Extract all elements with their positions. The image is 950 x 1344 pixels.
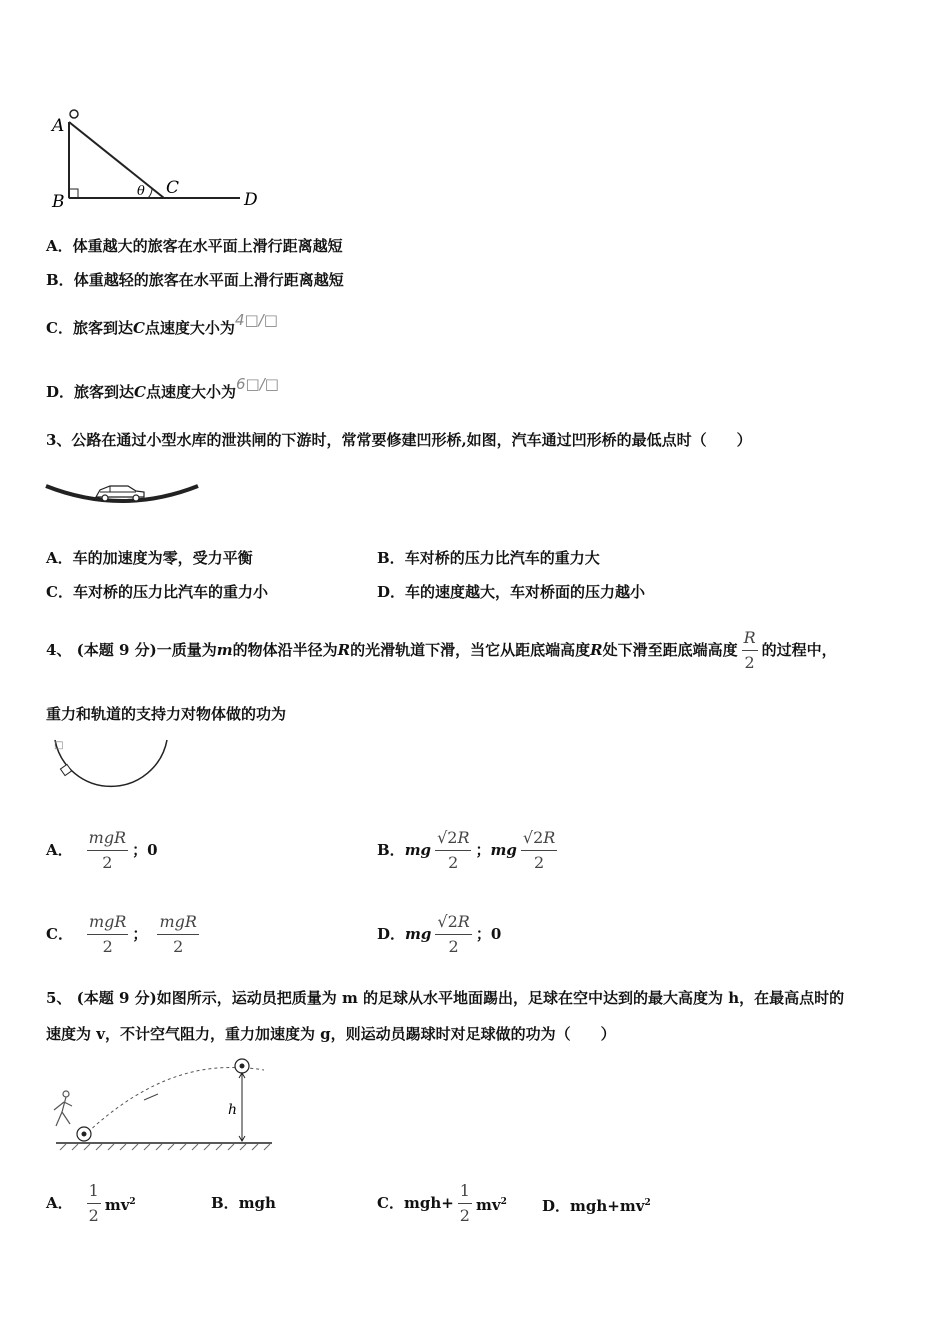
option-text: 车的加速度为零，受力平衡: [72, 549, 253, 567]
fraction-sqrt2R-over-2: [435, 828, 471, 873]
option-letter: D．: [377, 925, 406, 943]
missing-formula: 6□/□: [236, 375, 279, 393]
option-tail: ；0: [132, 841, 158, 859]
term-mgh-plus: mgh+: [403, 1194, 454, 1212]
q5-option-a[interactable]: [46, 1172, 136, 1234]
fraction-1-over-2: [87, 1181, 101, 1226]
stem-text: 4、 (本题 9 分)一质量为: [46, 641, 217, 659]
label-D: D: [244, 190, 258, 210]
numerator: 1: [87, 1181, 101, 1204]
q3-option-a[interactable]: [46, 548, 253, 568]
var-R: R: [457, 911, 470, 931]
option-letter: B．: [211, 1194, 239, 1212]
term-mv: mv: [104, 1195, 130, 1214]
label-theta: θ: [137, 184, 145, 199]
ball-icon-ground: [77, 1127, 91, 1141]
denominator: 2: [744, 652, 755, 672]
q3-option-c[interactable]: [46, 582, 268, 602]
var-mg: mg: [490, 841, 517, 859]
var-R: R: [457, 827, 470, 847]
var-mg: mg: [404, 841, 432, 859]
stem-text: 处下滑至距底端高度: [602, 641, 738, 659]
sqrt-2: √2: [522, 827, 544, 847]
fraction-mgR-over-2: [157, 912, 198, 957]
missing-formula: 4□/□: [234, 311, 278, 329]
option-text: 点速度大小为: [144, 319, 235, 337]
stem-text: 的物体沿半径为: [232, 641, 338, 659]
q3-option-b[interactable]: [377, 548, 600, 568]
q4-option-c[interactable]: [46, 906, 203, 962]
numerator: mgR: [87, 912, 128, 935]
option-tail: [476, 1171, 507, 1236]
var-R: R: [337, 641, 351, 659]
separator: ；: [475, 841, 491, 859]
q4-option-b[interactable]: [377, 822, 561, 878]
option-text: 车的速度越大，车对桥面的压力越小: [405, 583, 646, 601]
option-text: mgh+mv: [570, 1197, 645, 1215]
concave-bridge-figure: [44, 476, 204, 510]
denominator: 2: [448, 936, 459, 956]
start-mark: □: [54, 740, 64, 751]
player-icon: [54, 1091, 72, 1126]
option-text: 旅客到达: [74, 383, 135, 401]
q2-option-c[interactable]: [46, 311, 278, 338]
option-text: 体重越轻的旅客在水平面上滑行距离越短: [73, 271, 344, 289]
option-letter: D．: [542, 1197, 571, 1215]
denominator: 2: [448, 852, 459, 872]
option-letter: A．: [46, 549, 73, 567]
numerator: mgR: [157, 912, 198, 935]
option-letter: D．: [46, 383, 75, 401]
q5-option-c[interactable]: [377, 1172, 507, 1234]
height-label: h: [227, 1102, 237, 1118]
var-mg: mg: [405, 925, 432, 943]
label-C: C: [166, 178, 180, 198]
q2-option-d[interactable]: [46, 375, 279, 402]
q3-option-d[interactable]: [377, 582, 645, 602]
denominator: 2: [173, 936, 184, 956]
numerator: mgR: [87, 828, 128, 851]
option-letter: A．: [46, 841, 73, 859]
option-text: 旅客到达: [72, 319, 133, 337]
option-letter: B．: [46, 271, 74, 289]
semicircle-track-figure: [50, 736, 175, 802]
fraction-mgR-over-2: [87, 912, 128, 957]
q5-option-d[interactable]: [542, 1172, 651, 1234]
q5-stem-line2: 速度为 v，不计空气阻力，重力加速度为 g，则运动员踢球时对足球做的功为（ ）: [46, 1025, 616, 1043]
option-letter: D．: [377, 583, 406, 601]
q2-option-b[interactable]: [46, 270, 344, 290]
var-C: C: [134, 383, 146, 401]
denominator: 2: [88, 1205, 99, 1225]
q2-option-a[interactable]: [46, 236, 343, 256]
label-B: B: [52, 192, 65, 212]
q4-option-d[interactable]: [377, 906, 501, 962]
denominator: 2: [102, 936, 113, 956]
option-text: mgh: [238, 1194, 276, 1212]
option-text: 点速度大小为: [145, 383, 236, 401]
car-icon: [96, 486, 144, 501]
var-R: R: [590, 641, 603, 659]
var-m: m: [216, 641, 233, 659]
option-text: 车对桥的压力比汽车的重力大: [404, 549, 600, 567]
q3-stem: 3、公路在通过小型水库的泄洪闸的下游时，常常要修建凹形桥,如图，汽车通过凹形桥的最低点时（ ）: [46, 431, 752, 449]
term-mv: mv: [475, 1195, 501, 1214]
option-tail: [105, 1171, 136, 1236]
fraction-mgR-over-2: [87, 828, 128, 873]
numerator: 1: [458, 1181, 472, 1204]
var-R: R: [543, 827, 556, 847]
separator: ；: [132, 925, 148, 943]
option-letter: C．: [46, 319, 73, 337]
option-letter: A．: [46, 1194, 73, 1212]
option-letter: C．: [46, 583, 73, 601]
numerator: R: [742, 628, 758, 651]
q5-stem-line1: 5、 (本题 9 分)如图所示，运动员把质量为 m 的足球从水平地面踢出，足球在空中达到的最大高度为 h，在最高点时的: [46, 989, 845, 1007]
stem-text: 的过程中，: [761, 641, 837, 659]
sqrt-2: √2: [437, 911, 458, 931]
fraction-sqrt2R-over-2: [521, 828, 557, 873]
q5-option-b[interactable]: [211, 1172, 276, 1234]
exponent: 2: [644, 1198, 651, 1208]
option-letter: C．: [46, 925, 73, 943]
option-letter: C．: [377, 1194, 404, 1212]
fraction-1-over-2: [458, 1181, 472, 1226]
fraction-R-over-2: [742, 628, 758, 673]
option-text: 车对桥的压力比汽车的重力小: [72, 583, 268, 601]
denominator: 2: [102, 852, 113, 872]
denominator: 2: [533, 852, 545, 872]
label-A: A: [52, 116, 65, 136]
option-letter: B．: [377, 841, 405, 859]
incline-figure: [48, 104, 268, 214]
q4-stem-line1: [46, 618, 837, 682]
option-tail: ；0: [475, 925, 502, 943]
exponent: 2: [129, 1196, 136, 1207]
football-trajectory-figure: [44, 1054, 274, 1154]
var-C: C: [132, 319, 145, 337]
exponent: 2: [500, 1196, 507, 1207]
sqrt-2: √2: [437, 827, 458, 847]
option-letter: B．: [377, 549, 405, 567]
option-text: 体重越大的旅客在水平面上滑行距离越短: [72, 237, 343, 255]
option-letter: A．: [46, 237, 73, 255]
stem-text: 的光滑轨道下滑，当它从距底端高度: [350, 641, 591, 659]
fraction-sqrt2R-over-2: [435, 912, 471, 957]
ball-icon-top: [235, 1059, 249, 1073]
q4-stem-line2: 重力和轨道的支持力对物体做的功为: [46, 705, 287, 723]
q4-option-a[interactable]: [46, 822, 158, 878]
denominator: 2: [459, 1205, 470, 1225]
